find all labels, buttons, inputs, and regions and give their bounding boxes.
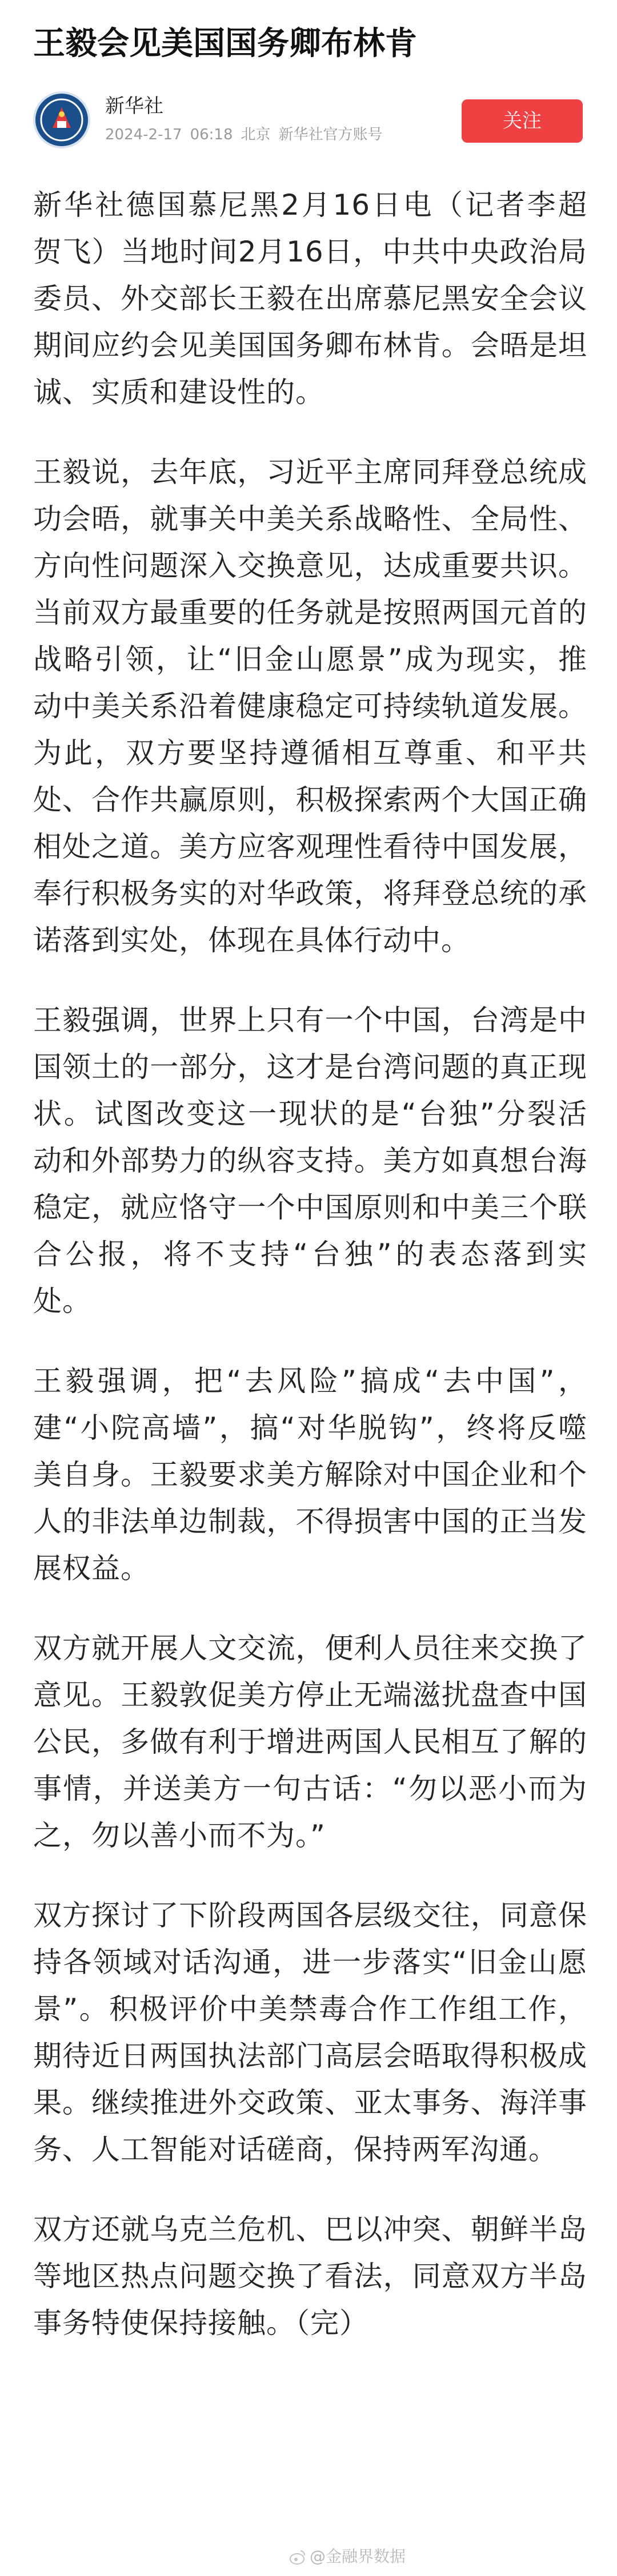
article-body: [33, 182, 587, 2380]
article-paragraph: 新华社德国慕尼黑2月16日电（记者李超 贺飞）当地时间2月16日，中共中央政治局委员、外交部长王毅在出席慕尼黑安全会议期间应约会见美国国务卿布林肯。会晤是坦诚、实质和建设性的。: [33, 188, 587, 409]
article-paragraph: 双方探讨了下阶段两国各层级交往，同意保持各领域对话沟通，进一步落实“旧金山愿景”。积极评价中美禁毒合作工作组工作，期待近日两国执法部门高层会晤取得积极成果。继续推进外交政策、亚太事务、海洋事务、人工智能对话磋商，保持两军沟通。: [33, 1899, 587, 2166]
article-paragraph: 双方就开展人文交流，便利人员往来交换了意见。王毅敦促美方停止无端滋扰盘查中国公民，多做有利于增进两国人民相互了解的事情，并送美方一句古话：“勿以恶小而为之，勿以善小而不为。”: [33, 1632, 587, 1852]
article-paragraph: 王毅强调，世界上只有一个中国，台湾是中国领土的一部分，这才是台湾问题的真正现状。试图改变这一现状的是“台独”分裂活动和外部势力的纵容支持。美方如真想台海稳定，就应恪守一个中国原则和中美三个联合公报，将不支持“台独”的表态落到实处。: [33, 1004, 587, 1318]
publish-time: 06:18: [190, 126, 233, 143]
watermark-text: @金融界数据: [310, 2547, 406, 2566]
account-type: 新华社官方账号: [278, 126, 383, 143]
author-row: [33, 91, 583, 148]
author-name[interactable]: 新华社: [105, 95, 163, 118]
watermark: [289, 2545, 406, 2568]
publish-location: 北京: [241, 126, 271, 143]
weibo-logo-icon: [289, 2549, 306, 2566]
article-paragraph: 王毅强调，把“去风险”搞成“去中国”，建“小院高墙”，搞“对华脱钩”，终将反噬美自身。王毅要求美方解除对中国企业和个人的非法单边制裁，不得损害中国的正当发展权益。: [33, 1365, 587, 1585]
author-avatar[interactable]: [33, 91, 90, 148]
xinhua-logo-icon: [35, 94, 88, 146]
article-paragraph: 双方还就乌克兰危机、巴以冲突、朝鲜半岛等地区热点问题交换了看法，同意双方半岛事务特使保持接触。（完）: [33, 2213, 587, 2340]
article-paragraph: 王毅说，去年底，习近平主席同拜登总统成功会晤，就事关中美关系战略性、全局性、方向性问题深入交换意见，达成重要共识。当前双方最重要的任务就是按照两国元首的战略引领，让“旧金山愿景”成为现实，推动中美关系沿着健康稳定可持续轨道发展。为此，双方要坚持遵循相互尊重、和平共处、合作共赢原则，积极探索两个大国正确相处之道。美方应客观理性看待中国发展，奉行积极务实的对华政策，将拜登总统的承诺落到实处，体现在具体行动中。: [33, 456, 587, 957]
article-title: 王毅会见美国国务卿布林肯: [33, 25, 417, 62]
follow-button[interactable]: 关注: [462, 99, 583, 143]
publish-meta: [105, 124, 391, 145]
publish-date: 2024-2-17: [105, 126, 182, 143]
